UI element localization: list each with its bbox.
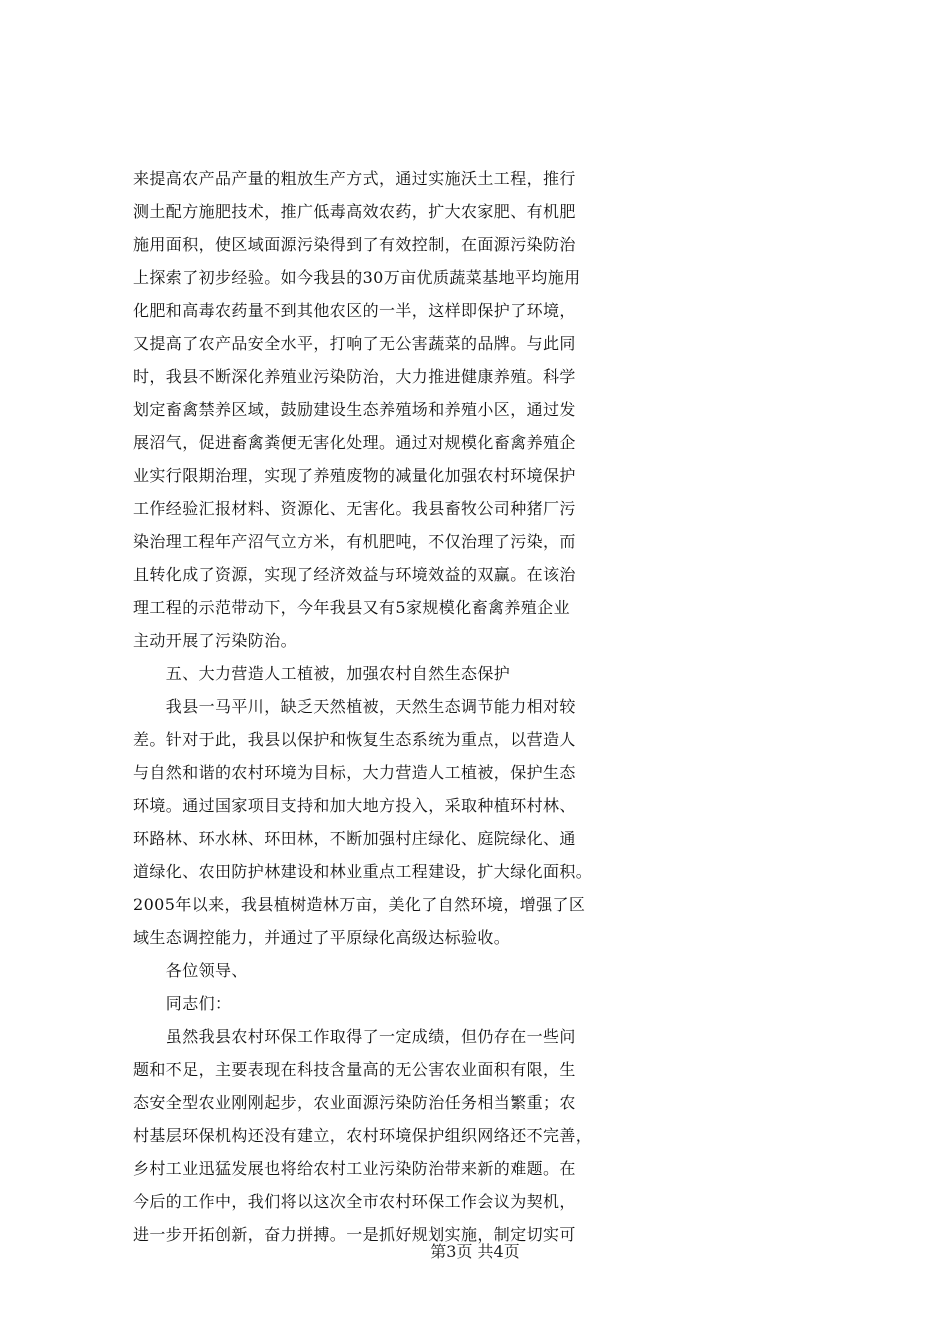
text-line: 2005年以来，我县植树造林万亩，美化了自然环境，增强了区 xyxy=(133,895,586,914)
text-line: 业实行限期治理，实现了养殖废物的减量化加强农村环境保护 xyxy=(133,466,576,485)
text-line: 染治理工程年产沼气立方米，有机肥吨，不仅治理了污染，而 xyxy=(133,532,576,551)
text-line: 来提高农产品产量的粗放生产方式，通过实施沃土工程，推行 xyxy=(133,169,576,188)
text-line: 施用面积，使区域面源污染得到了有效控制，在面源污染防治 xyxy=(133,235,576,254)
text-line: 道绿化、农田防护林建设和林业重点工程建设，扩大绿化面积。 xyxy=(133,862,593,881)
text-line: 工作经验汇报材料、资源化、无害化。我县畜牧公司种猪厂污 xyxy=(133,499,576,518)
text-line: 时，我县不断深化养殖业污染防治，大力推进健康养殖。科学 xyxy=(133,367,576,386)
text-line: 化肥和高毒农药量不到其他农区的一半，这样即保护了环境， xyxy=(133,301,576,320)
text-line: 村基层环保机构还没有建立，农村环境保护组织网络还不完善， xyxy=(133,1126,593,1145)
text-line: 今后的工作中，我们将以这次全市农村环保工作会议为契机， xyxy=(133,1192,576,1211)
text-line: 又提高了农产品安全水平，打响了无公害蔬菜的品牌。与此同 xyxy=(133,334,576,353)
text-line: 主动开展了污染防治。 xyxy=(133,631,298,650)
text-line: 进一步开拓创新，奋力拼搏。一是抓好规划实施，制定切实可 xyxy=(133,1225,576,1244)
text-line: 虽然我县农村环保工作取得了一定成绩，但仍存在一些问 xyxy=(133,1027,576,1046)
salutation-line: 各位领导、 xyxy=(133,961,248,980)
text-line: 域生态调控能力，并通过了平原绿化高级达标验收。 xyxy=(133,928,511,947)
text-line: 且转化成了资源，实现了经济效益与环境效益的双赢。在该治 xyxy=(133,565,576,584)
text-line: 差。针对于此，我县以保护和恢复生态系统为重点，以营造人 xyxy=(133,730,576,749)
text-line: 环境。通过国家项目支持和加大地方投入，采取种植环村林、 xyxy=(133,796,576,815)
salutation-line: 同志们： xyxy=(133,994,232,1013)
document-body xyxy=(133,162,833,1251)
text-line: 测土配方施肥技术，推广低毒高效农药，扩大农家肥、有机肥 xyxy=(133,202,576,221)
text-line: 环路林、环水林、环田林，不断加强村庄绿化、庭院绿化、通 xyxy=(133,829,576,848)
text-line: 上探索了初步经验。如今我县的30万亩优质蔬菜基地平均施用 xyxy=(133,268,581,287)
text-line: 展沼气，促进畜禽粪便无害化处理。通过对规模化畜禽养殖企 xyxy=(133,433,576,452)
text-line: 我县一马平川，缺乏天然植被，天然生态调节能力相对较 xyxy=(133,697,576,716)
text-line: 理工程的示范带动下，今年我县又有5家规模化畜禽养殖企业 xyxy=(133,598,570,617)
text-line: 乡村工业迅猛发展也将给农村工业污染防治带来新的难题。在 xyxy=(133,1159,576,1178)
section-heading: 五、大力营造人工植被，加强农村自然生态保护 xyxy=(133,664,511,683)
text-line: 题和不足，主要表现在科技含量高的无公害农业面积有限，生 xyxy=(133,1060,576,1079)
text-line: 态安全型农业刚刚起步，农业面源污染防治任务相当繁重；农 xyxy=(133,1093,576,1112)
text-line: 划定畜禽禁养区域，鼓励建设生态养殖场和养殖小区，通过发 xyxy=(133,400,576,419)
page-number-footer: 第3页 共4页 xyxy=(430,1242,520,1261)
text-line: 与自然和谐的农村环境为目标，大力营造人工植被，保护生态 xyxy=(133,763,576,782)
